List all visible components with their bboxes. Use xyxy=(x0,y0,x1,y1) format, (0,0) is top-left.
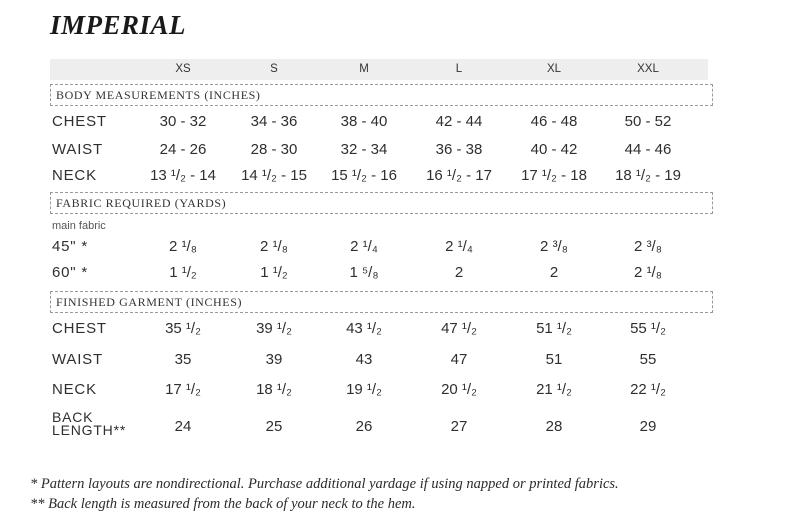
cell: 2 ¹/₈ xyxy=(169,238,197,255)
body-row-waist xyxy=(0,141,800,163)
finished-row-waist xyxy=(0,351,800,373)
row-label: 45" * xyxy=(52,238,89,255)
cell: 40 - 42 xyxy=(530,141,578,158)
cell: 47 ¹/₂ xyxy=(441,320,477,337)
size-xl: XL xyxy=(546,63,562,75)
section-fabric-required: FABRIC REQUIRED (YARDS) xyxy=(50,192,713,214)
cell: 38 - 40 xyxy=(340,113,388,130)
footnote-pattern-layout: * Pattern layouts are nondirectional. Purchase additional yardage if using napped or printed fabrics. xyxy=(30,476,619,492)
cell: 22 ¹/₂ xyxy=(630,381,666,398)
cell: 28 - 30 xyxy=(250,141,298,158)
finished-row-back-length xyxy=(0,411,800,445)
section-finished-garment: FINISHED GARMENT (INCHES) xyxy=(50,291,713,313)
row-label: BACK LENGTH** xyxy=(52,409,127,438)
cell: 20 ¹/₂ xyxy=(441,381,477,398)
cell: 18 ¹/₂ - 19 xyxy=(615,167,681,184)
cell: 18 ¹/₂ xyxy=(256,381,292,398)
finished-row-chest xyxy=(0,320,800,342)
cell: 51 ¹/₂ xyxy=(536,320,572,337)
row-label: NECK xyxy=(52,381,97,398)
footnotes xyxy=(30,474,619,514)
cell: 19 ¹/₂ xyxy=(346,381,382,398)
cell: 2 ³/₈ xyxy=(540,238,568,255)
section-body-measurements: BODY MEASUREMENTS (INCHES) xyxy=(50,84,713,106)
cell: 35 xyxy=(174,351,192,368)
fabric-row-60 xyxy=(0,264,800,286)
size-l: L xyxy=(455,63,463,75)
cell: 28 xyxy=(545,418,563,435)
cell: 2 ¹/₄ xyxy=(445,238,473,255)
cell: 32 - 34 xyxy=(340,141,388,158)
page-title: IMPERIAL xyxy=(50,10,187,40)
cell: 34 - 36 xyxy=(250,113,298,130)
cell: 24 xyxy=(174,418,192,435)
size-header-row xyxy=(50,59,708,80)
cell: 1 ⁵/₈ xyxy=(349,264,379,281)
cell: 44 - 46 xyxy=(624,141,672,158)
cell: 26 xyxy=(355,418,373,435)
cell: 2 ¹/₈ xyxy=(634,264,662,281)
cell: 17 ¹/₂ xyxy=(165,381,201,398)
size-xxl: XXL xyxy=(637,63,659,75)
size-m: M xyxy=(359,63,369,75)
cell: 24 - 26 xyxy=(159,141,207,158)
cell: 29 xyxy=(639,418,657,435)
cell: 35 ¹/₂ xyxy=(165,320,201,337)
cell: 2 ¹/₈ xyxy=(260,238,288,255)
cell: 1 ¹/₂ xyxy=(260,264,288,281)
body-row-neck xyxy=(0,167,800,189)
cell: 15 ¹/₂ - 16 xyxy=(331,167,397,184)
cell: 2 ¹/₄ xyxy=(350,238,378,255)
cell: 43 ¹/₂ xyxy=(346,320,382,337)
cell: 2 ³/₈ xyxy=(634,238,662,255)
cell: 2 xyxy=(549,264,559,281)
fabric-row-45 xyxy=(0,238,800,260)
cell: 2 xyxy=(454,264,464,281)
cell: 27 xyxy=(450,418,468,435)
size-xs: XS xyxy=(175,63,191,75)
row-label: NECK xyxy=(52,167,97,184)
cell: 55 ¹/₂ xyxy=(630,320,666,337)
cell: 13 ¹/₂ - 14 xyxy=(150,167,216,184)
cell: 1 ¹/₂ xyxy=(169,264,197,281)
finished-row-neck xyxy=(0,381,800,403)
cell: 36 - 38 xyxy=(435,141,483,158)
cell: 21 ¹/₂ xyxy=(536,381,572,398)
size-s: S xyxy=(270,63,278,75)
body-row-chest xyxy=(0,113,800,135)
row-label: CHEST xyxy=(52,113,107,130)
cell: 42 - 44 xyxy=(435,113,483,130)
row-label: CHEST xyxy=(52,320,107,337)
cell: 55 xyxy=(639,351,657,368)
row-label: 60" * xyxy=(52,264,89,281)
cell: 47 xyxy=(450,351,468,368)
cell: 51 xyxy=(545,351,563,368)
cell: 39 xyxy=(265,351,283,368)
cell: 30 - 32 xyxy=(159,113,207,130)
fabric-sublabel: main fabric xyxy=(52,220,106,232)
cell: 50 - 52 xyxy=(624,113,672,130)
cell: 17 ¹/₂ - 18 xyxy=(521,167,587,184)
cell: 43 xyxy=(355,351,373,368)
cell: 14 ¹/₂ - 15 xyxy=(241,167,307,184)
footnote-back-length: ** Back length is measured from the back of your neck to the hem. xyxy=(30,496,416,512)
cell: 16 ¹/₂ - 17 xyxy=(426,167,492,184)
row-label: WAIST xyxy=(52,141,103,158)
row-label: WAIST xyxy=(52,351,103,368)
cell: 39 ¹/₂ xyxy=(256,320,292,337)
cell: 25 xyxy=(265,418,283,435)
cell: 46 - 48 xyxy=(530,113,578,130)
